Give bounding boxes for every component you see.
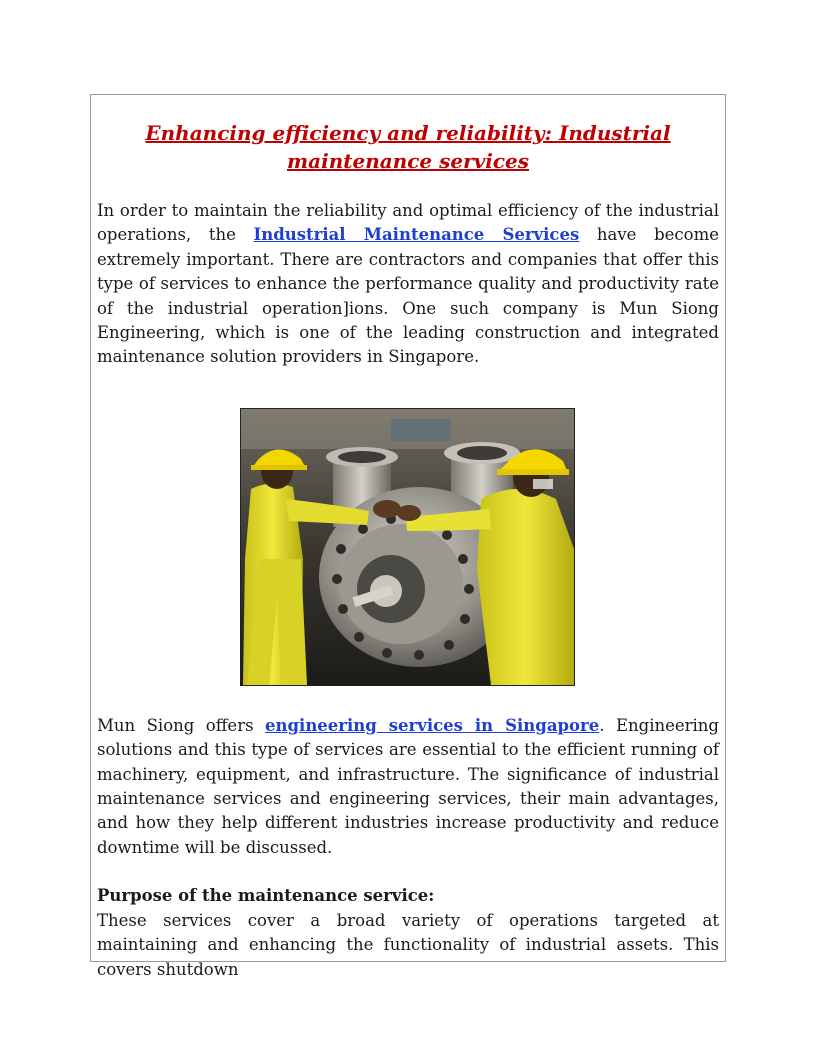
page-frame: [90, 94, 726, 979]
engineering-services-link[interactable]: engineering services in Singapore: [265, 715, 600, 735]
workers-maintaining-pump-photo: [240, 408, 575, 686]
section-heading: Purpose of the maintenance service:: [97, 886, 435, 906]
photo-illustration: [241, 409, 574, 685]
industrial-maintenance-services-link[interactable]: Industrial Maintenance Services: [253, 225, 580, 245]
intro-paragraph: [97, 199, 719, 370]
article-title: Enhancing efficiency and reliability: Industrial maintenance services: [145, 121, 671, 173]
intro-text-end: have become extremely important. There are contractors and companies that offer this type of services to enhance the performance quality and productivity rate of the industrial operation]ions. One such company is Mun Siong Engineering, which is one of the leading construction and integrated maintenance solution providers in Singapore.: [97, 225, 720, 367]
purpose-paragraph: These services cover a broad variety of operations targeted at maintaining and enhancing the functionality of industrial assets. This covers shutdown: [97, 910, 719, 979]
engineering-text-end: . Engineering solutions and this type of services are essential to the efficient running of machinery, equipment, and infrastructure. The significance of industrial maintenance services and engineering services, their main advantages, and how they help different industries increase productivity and reduce downtime will be discussed.: [97, 715, 719, 857]
article-body: [97, 95, 719, 982]
engineering-paragraph: [97, 714, 719, 860]
intro-text-start: In order to maintain the reliability and optimal efficiency of the industrial operations, the: [97, 201, 719, 245]
figure-container: [97, 408, 719, 686]
engineering-text-start: Mun Siong offers: [97, 715, 266, 735]
